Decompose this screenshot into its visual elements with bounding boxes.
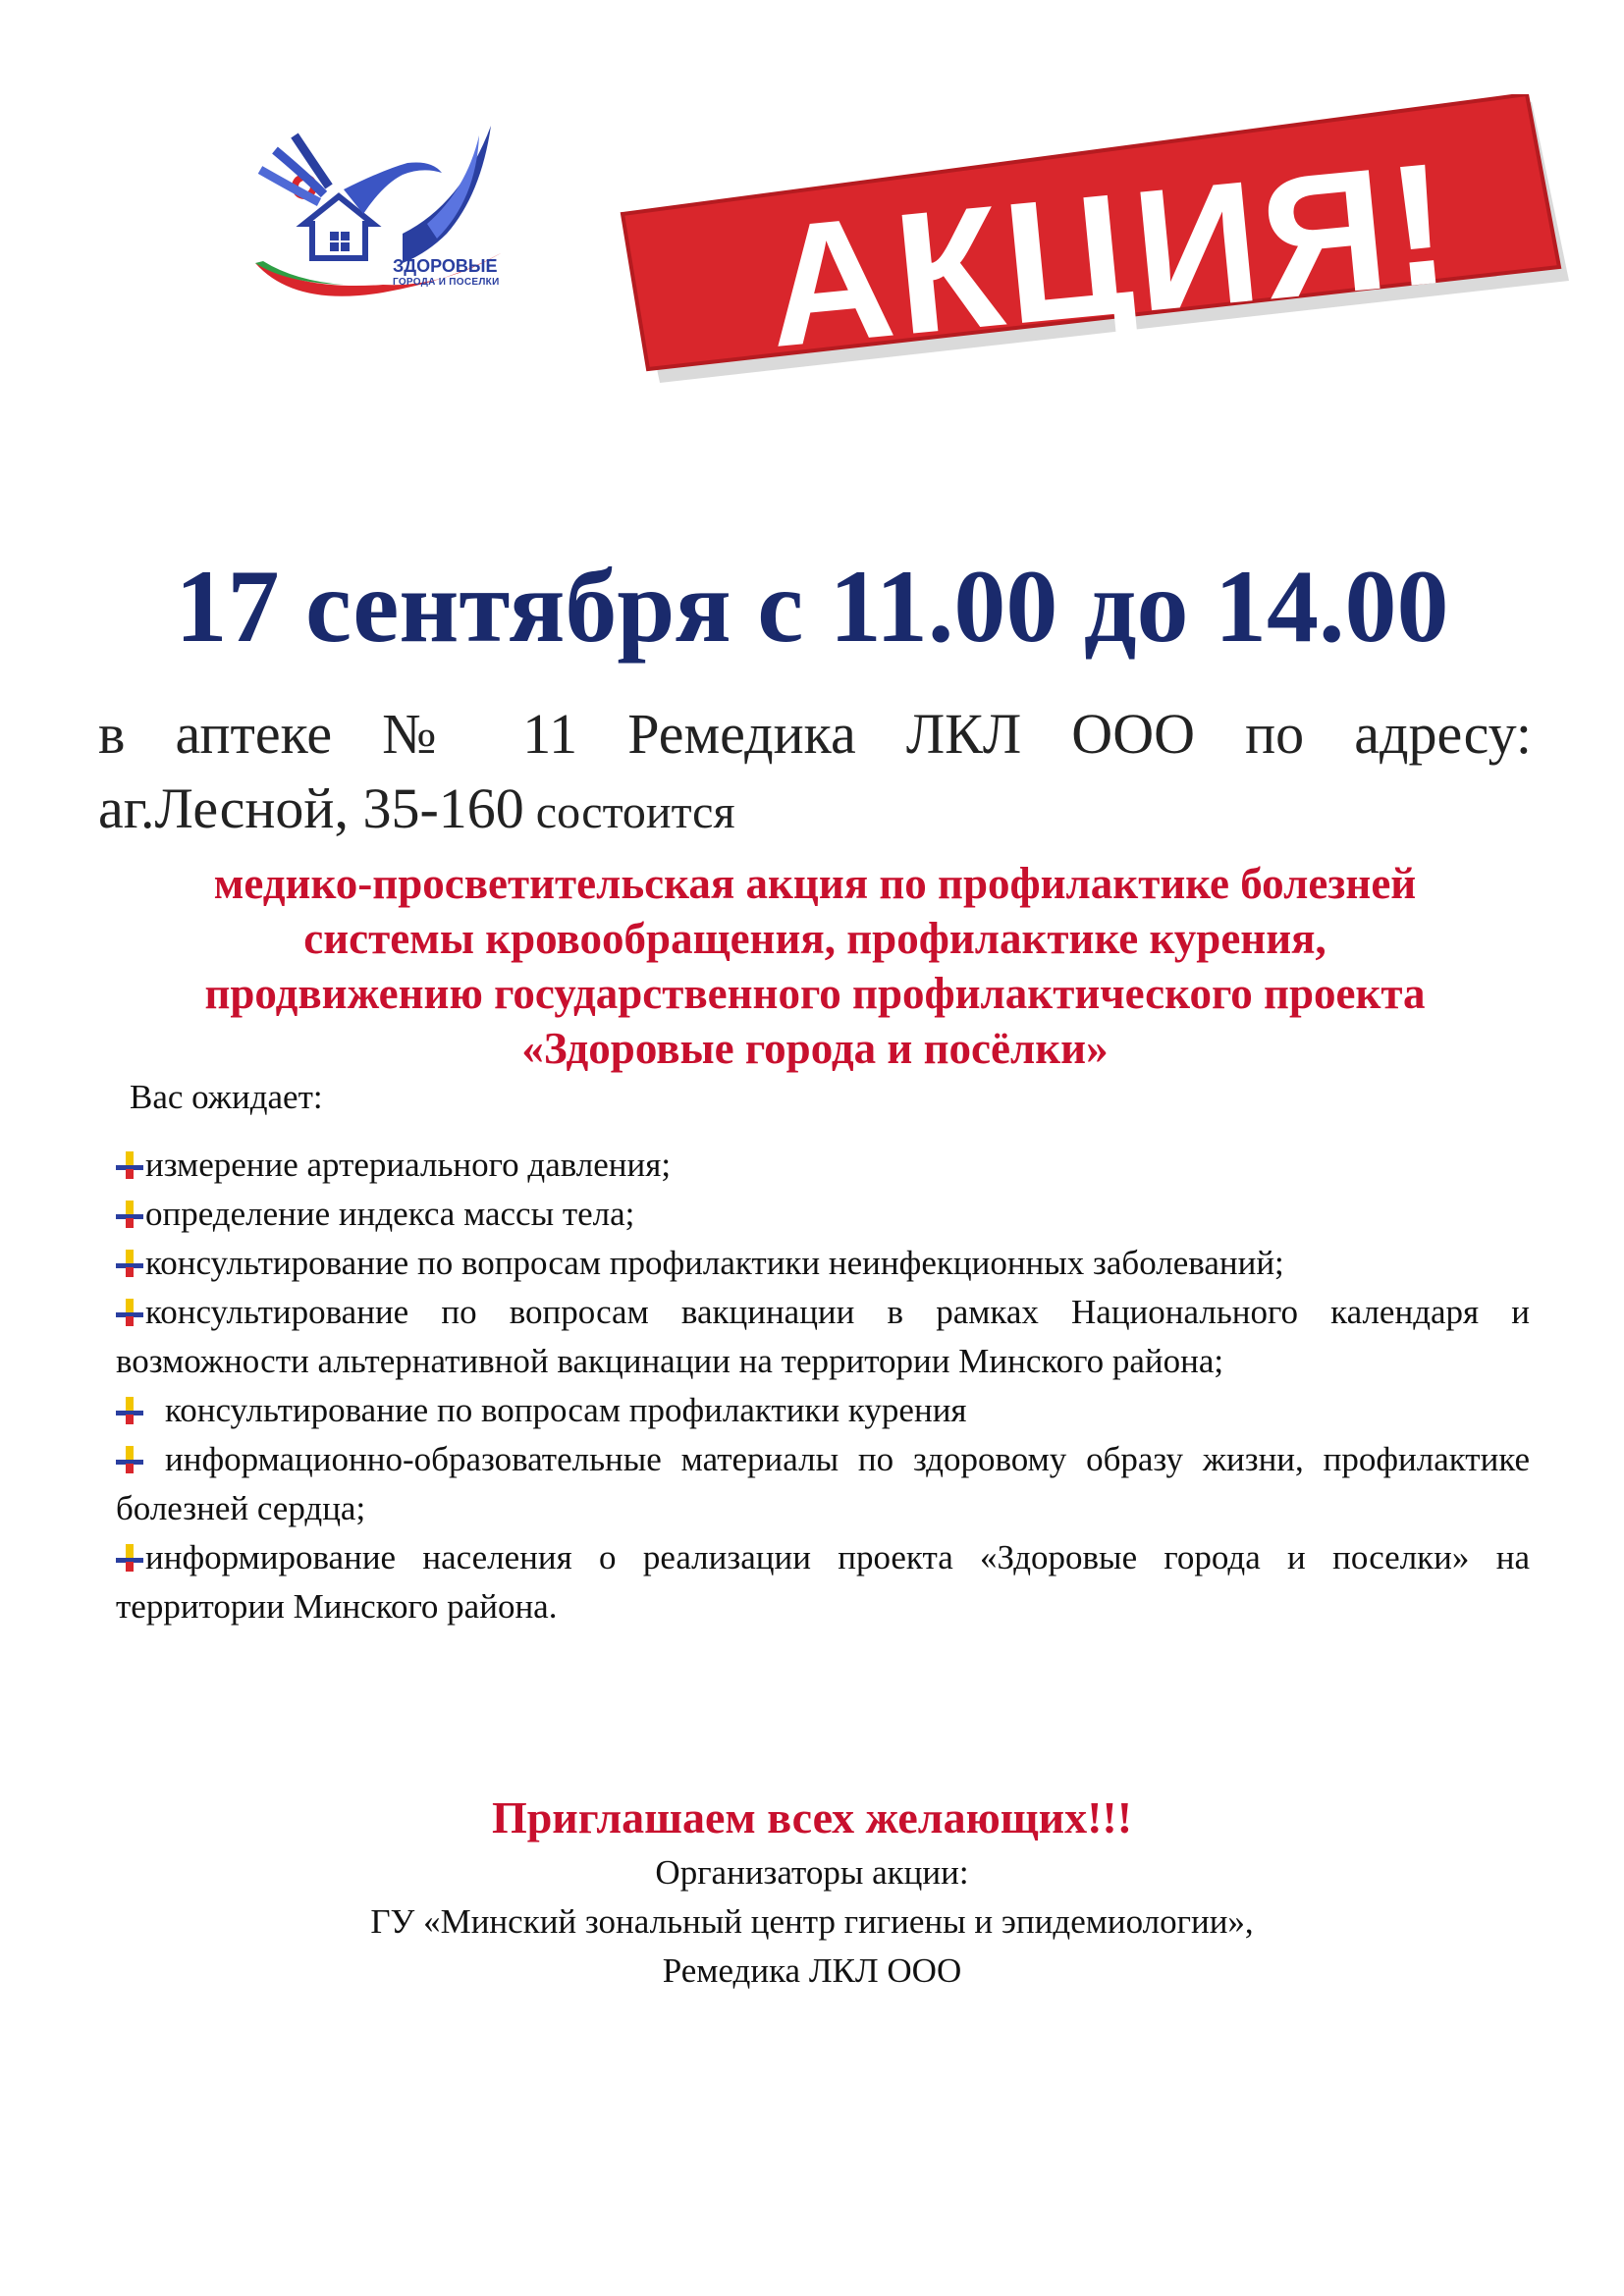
bullet-icon xyxy=(116,1446,143,1473)
organizers xyxy=(0,1848,1624,1996)
logo-caption-line2: ГОРОДА И ПОСЕЛКИ xyxy=(393,276,500,288)
event-line: системы кровообращения, профилактике курения, xyxy=(303,914,1326,963)
organizers-label: Организаторы акции: xyxy=(655,1853,969,1892)
list-item-text: консультирование по вопросам вакцинации в рамках Национального календаря и возможности альтернативной вакцинации на территории Минского района; xyxy=(116,1293,1530,1380)
bullet-icon xyxy=(116,1544,143,1572)
list-item-text: измерение артериального давления; xyxy=(145,1146,672,1184)
bullet-icon xyxy=(116,1151,143,1179)
event-line: «Здоровые города и посёлки» xyxy=(521,1024,1109,1073)
event-line: медико-просветительская акция по профилактике болезней xyxy=(213,859,1417,908)
logo-caption xyxy=(393,257,500,288)
address-location: аг.Лесной, 35-160 xyxy=(98,776,524,840)
list-item xyxy=(116,1190,1530,1239)
list-item xyxy=(116,1435,1530,1533)
address-line2 xyxy=(98,772,1532,850)
event-line: продвижению государственного профилактического проекта xyxy=(204,969,1426,1018)
logo-caption-line1: ЗДОРОВЫЕ xyxy=(393,256,498,276)
bullet-icon xyxy=(116,1397,143,1424)
bullet-icon xyxy=(116,1201,143,1228)
list-item-text: определение индекса массы тела; xyxy=(145,1195,635,1233)
list-item-text: консультирование по вопросам профилактики неинфекционных заболеваний; xyxy=(145,1244,1284,1282)
list-item-text: консультирование по вопросам профилактики курения xyxy=(165,1391,967,1429)
list-item xyxy=(116,1239,1530,1288)
organizer-1: ГУ «Минский зональный центр гигиены и эпидемиологии», xyxy=(370,1902,1254,1941)
event-description xyxy=(98,856,1532,1076)
stamp-text: АКЦИЯ! xyxy=(758,126,1461,385)
list-item xyxy=(116,1533,1530,1631)
list-item-text: информационно-образовательные материалы по здоровому образу жизни, профилактике болезней сердца; xyxy=(116,1440,1530,1527)
bullet-icon xyxy=(116,1250,143,1277)
event-date-time: 17 сентября с 11.00 до 14.00 xyxy=(175,549,1449,664)
await-label: Вас ожидает: xyxy=(130,1078,323,1116)
address-line1: в аптеке № 11 Ремедика ЛКЛ ООО по адресу: xyxy=(98,702,1532,766)
list-item xyxy=(116,1288,1530,1386)
bullet-icon xyxy=(116,1299,143,1326)
invitation: Приглашаем всех желающих!!! xyxy=(491,1792,1133,1842)
list-item-text: информирование населения о реализации проекта «Здоровые города и поселки» на территории Минского района. xyxy=(116,1538,1530,1626)
organizer-2: Ремедика ЛКЛ ООО xyxy=(662,1951,962,1990)
list-item xyxy=(116,1141,1530,1190)
event-address xyxy=(98,697,1532,850)
services-list xyxy=(116,1141,1530,1631)
list-item xyxy=(116,1386,1530,1435)
address-suffix: состоится xyxy=(523,786,735,838)
